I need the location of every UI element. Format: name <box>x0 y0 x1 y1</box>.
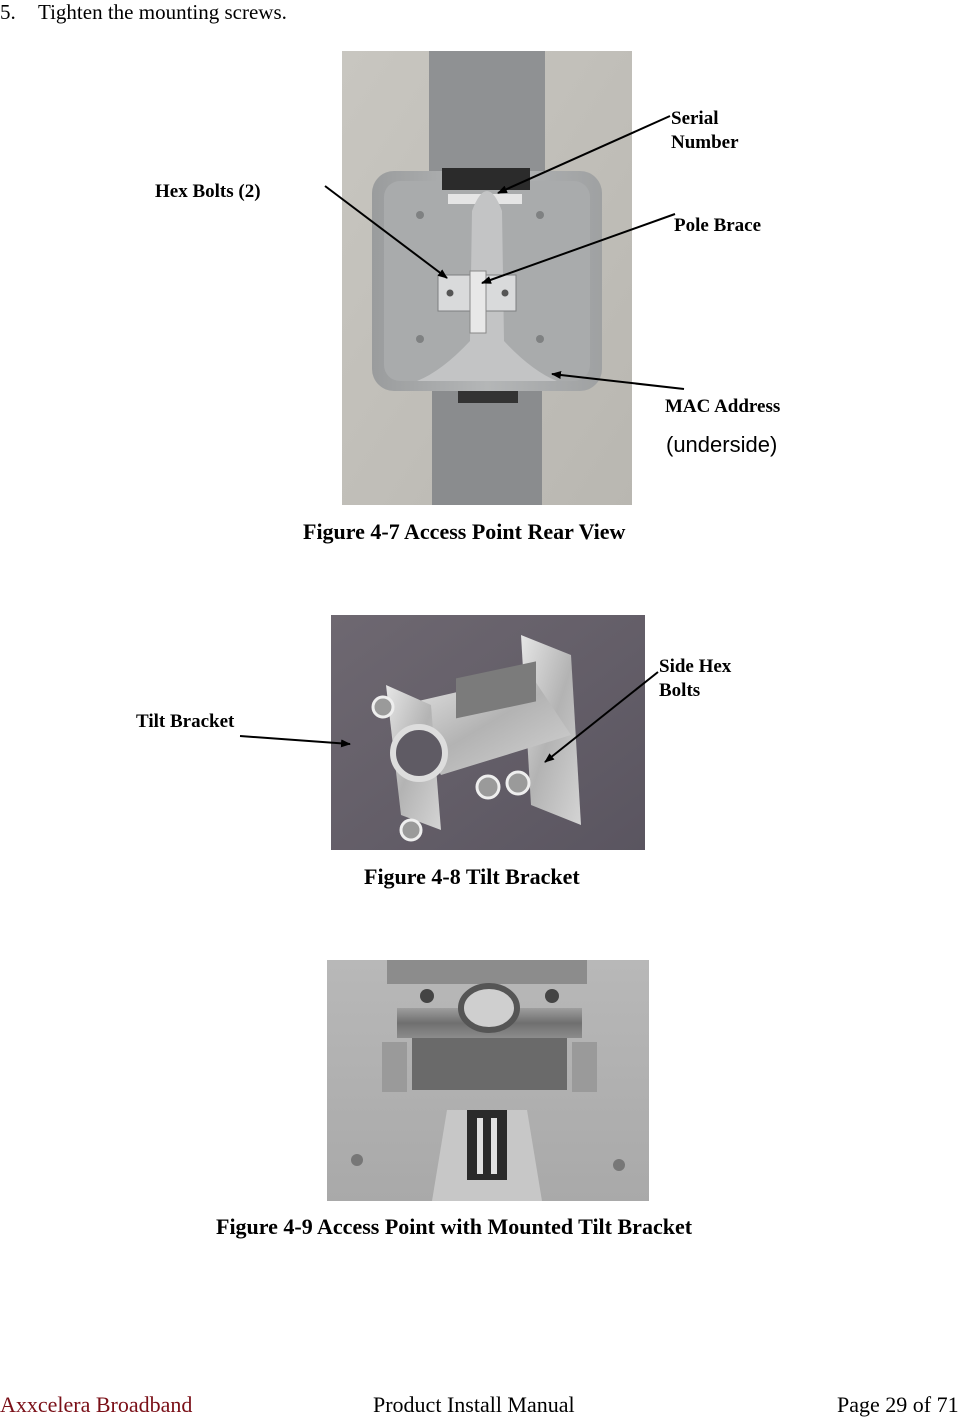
side-hex-bolts-label: Side Hex Bolts <box>659 656 732 701</box>
footer-company: Axxcelera Broadband <box>0 1392 193 1417</box>
mac-address-arrow <box>552 374 684 389</box>
hex-bolts-label: Hex Bolts (2) <box>155 181 261 202</box>
serial-number-label: Serial Number <box>671 108 739 153</box>
figure3-caption: Figure 4-9 Access Point with Mounted Tilt Bracket <box>216 1214 693 1239</box>
hex-bolts-arrow <box>325 186 447 278</box>
pole-brace-arrow <box>482 214 675 283</box>
step-text: Tighten the mounting screws. <box>38 0 287 24</box>
step-number: 5. <box>0 0 16 24</box>
figure2-caption: Figure 4-8 Tilt Bracket <box>364 864 580 889</box>
figure1-caption: Figure 4-7 Access Point Rear View <box>303 519 626 544</box>
pole-brace-label: Pole Brace <box>674 215 762 236</box>
underside-label: (underside) <box>666 432 778 457</box>
footer-manual-title: Product Install Manual <box>373 1392 575 1417</box>
mounted-tilt-bracket-photo <box>327 960 649 1201</box>
figure2-callout-arrows <box>0 600 973 800</box>
tilt-bracket-label: Tilt Bracket <box>136 711 235 732</box>
serial-number-arrow <box>498 116 670 193</box>
tilt-bracket-arrow <box>240 736 350 744</box>
figure1-callout-arrows <box>0 0 973 560</box>
mac-address-label: MAC Address <box>665 396 781 417</box>
footer-page-number: Page 29 of 71 <box>837 1392 959 1417</box>
side-hex-bolts-arrow <box>545 672 658 762</box>
